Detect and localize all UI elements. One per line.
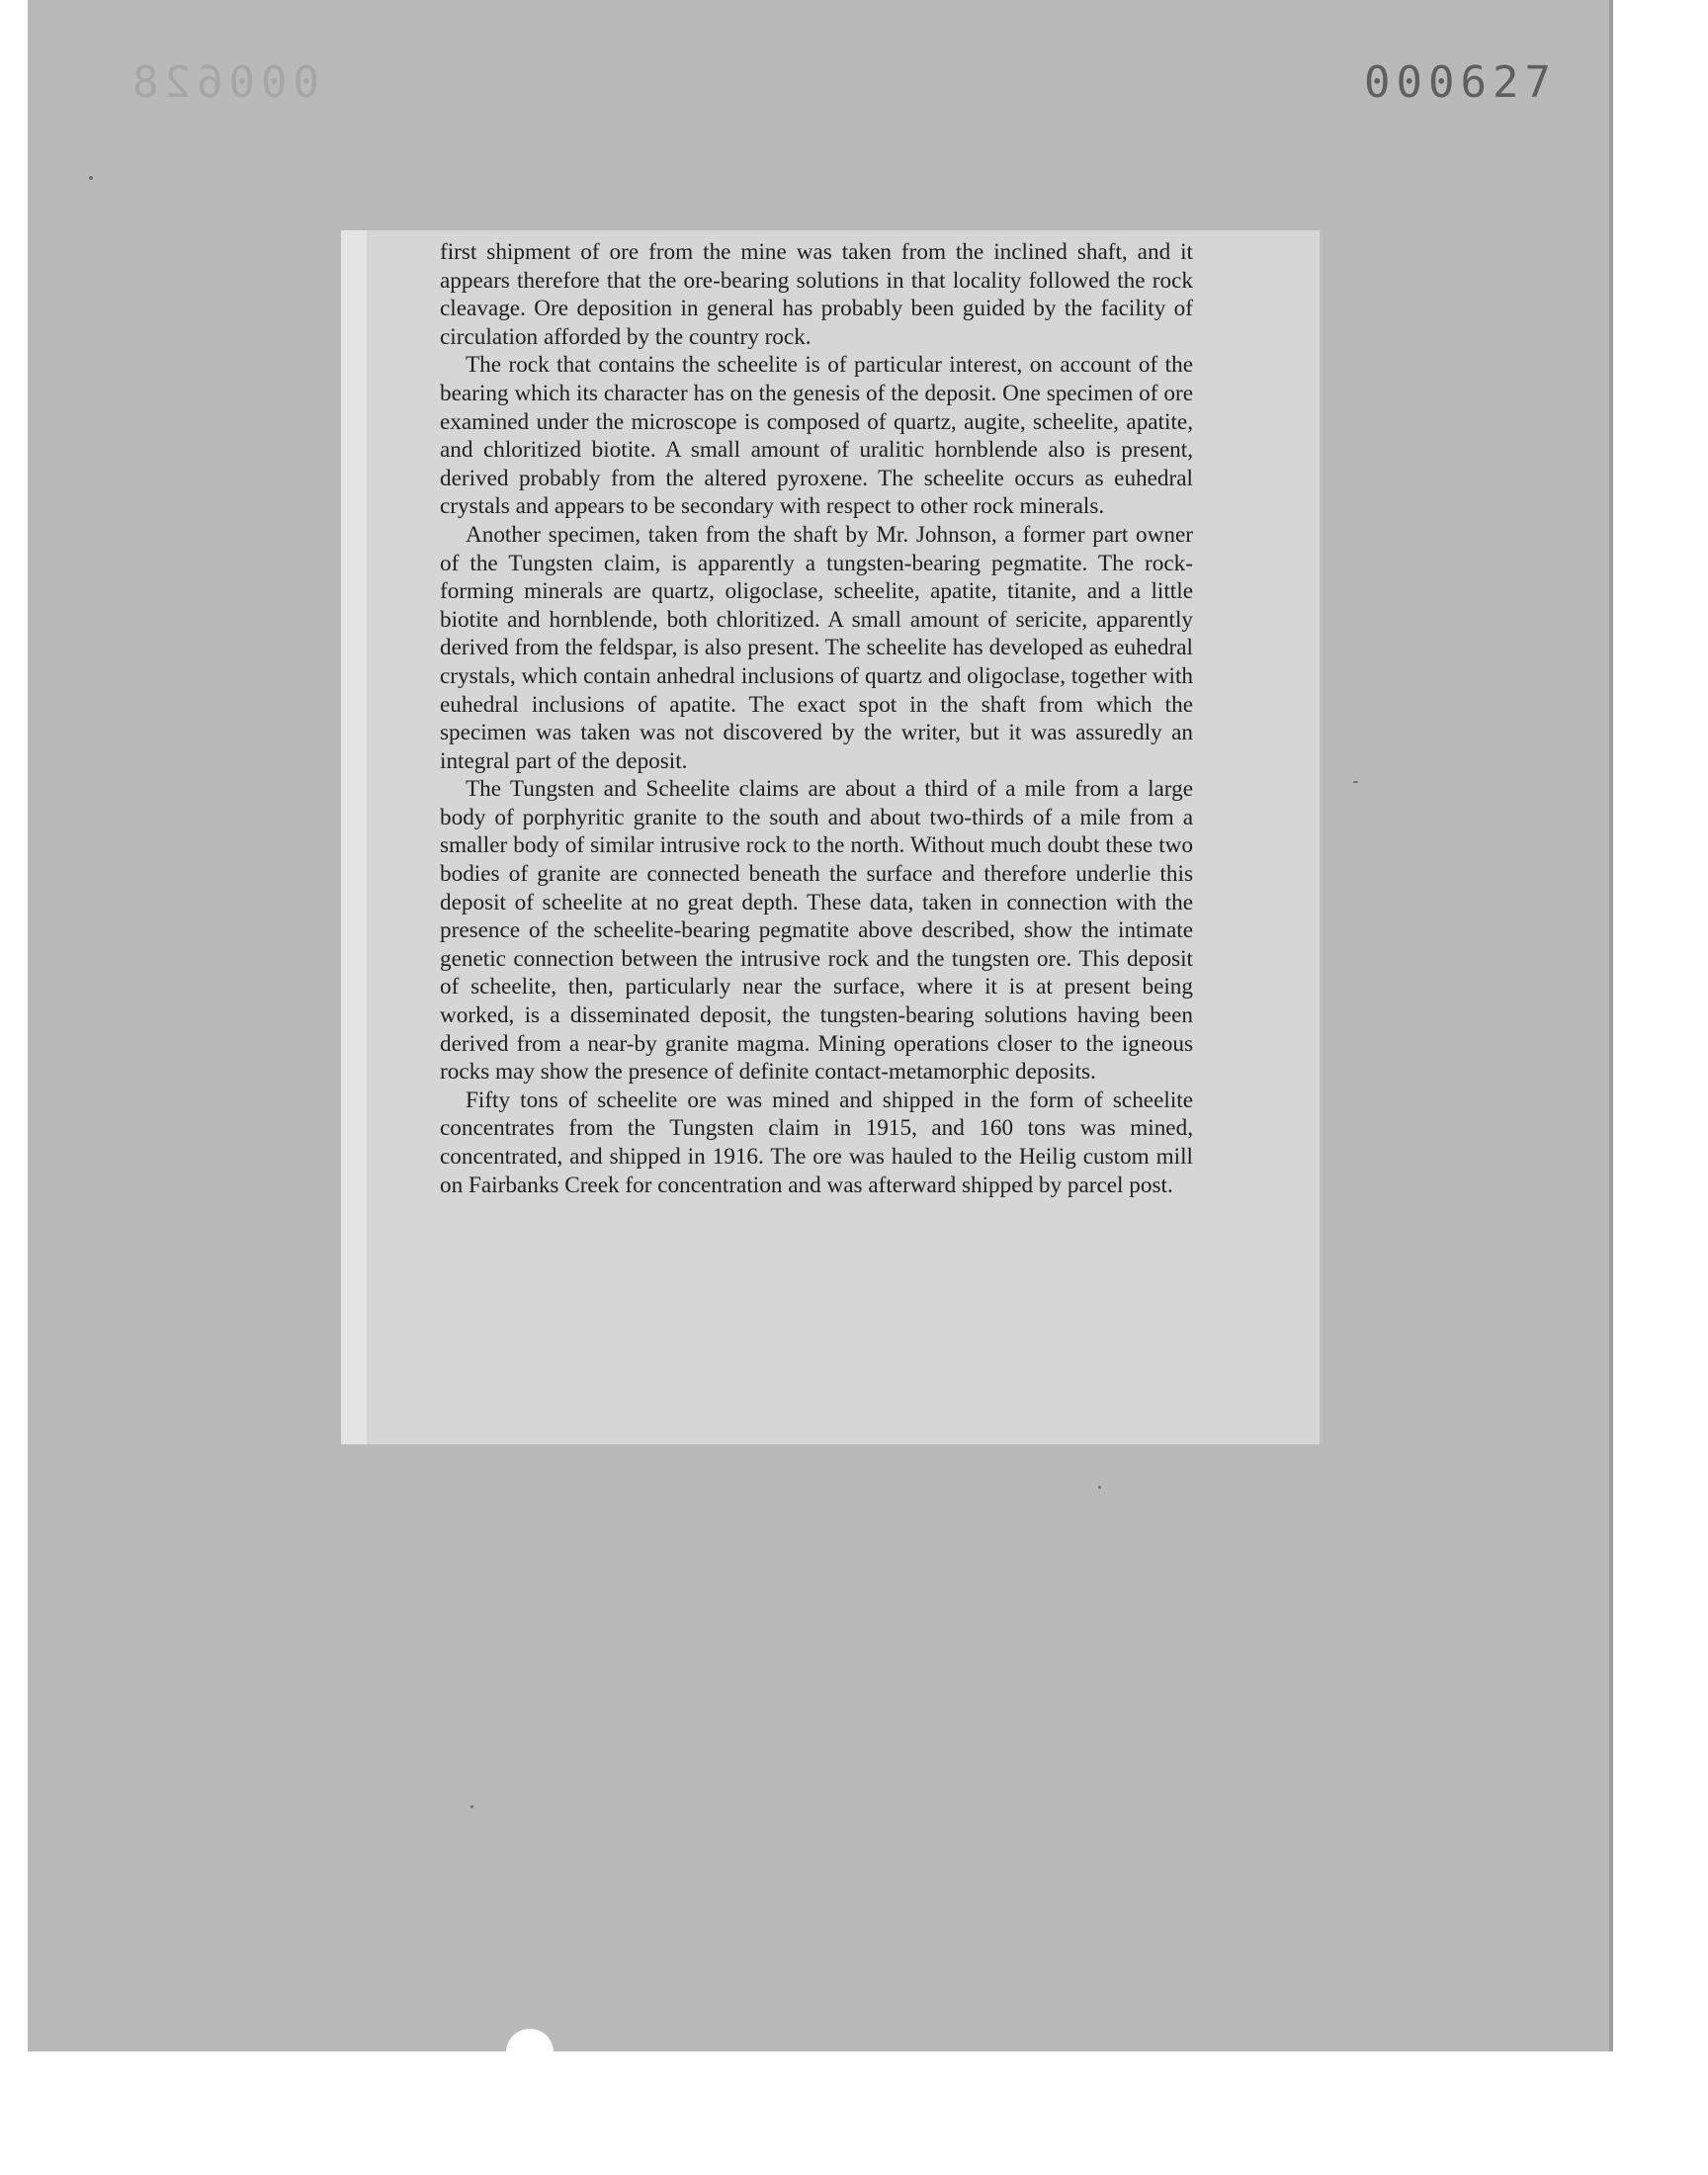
printed-clipping	[341, 230, 1323, 1444]
scan-speck	[89, 176, 93, 180]
scan-speck	[1353, 781, 1358, 783]
page-number: 000627	[1364, 57, 1557, 108]
bleed-through-page-number: 000628	[127, 57, 319, 108]
scan-speck	[470, 1805, 473, 1808]
clipping-edge	[1320, 230, 1323, 1444]
paragraph: Another specimen, taken from the shaft by Mr. Johnson, a former part owner of the Tungsten claim, is apparently a tungsten-bearing pegmatite. The rock-forming minerals are quartz, oligoclase, scheelite, apatite, titanite, and a little biotite and hornblende, both chloritized. A small amount of sericite, apparently derived from the feldspar, is also present. The scheelite has developed as euhedral crystals, which contain anhedral inclusions of quartz and oligoclase, together with euhedral inclusions of apatite. The exact spot in the shaft from which the specimen was taken was not discovered by the writer, but it was assuredly an integral part of the deposit.	[440, 521, 1193, 774]
paragraph: The rock that contains the scheelite is of particular interest, on account of the bearing which its character has on the genesis of the deposit. One specimen of ore examined under the microscope is composed of quartz, augite, scheelite, apatite, and chloritized biotite. A small amount of uralitic hornblende also is present, derived probably from the altered pyroxene. The scheelite occurs as euhedral crystals and appears to be secondary with respect to other rock minerals.	[440, 352, 1193, 520]
paragraph: The Tungsten and Scheelite claims are about a third of a mile from a large body of porphyritic granite to the south and about two-thirds of a mile from a smaller body of similar intrusive rock to the north. Without much doubt these two bodies of granite are connected beneath the surface and therefore underlie this deposit of scheelite at no great depth. These data, taken in connection with the presence of the scheelite-bearing pegmatite above described, show the intimate genetic connection between the intrusive rock and the tungsten ore. This deposit of scheelite, then, particularly near the surface, where it is at present being worked, is a disseminated deposit, the tungsten-bearing solutions having been derived from a near-by granite magma. Mining operations closer to the igneous rocks may show the presence of definite contact-metamorphic deposits.	[440, 776, 1193, 1086]
paragraph: Fifty tons of scheelite ore was mined and shipped in the form of scheelite concentrates from the Tungsten claim in 1915, and 160 tons was mined, concentrated, and shipped in 1916. The ore was hauled to the Heilig custom mill on Fairbanks Creek for concentration and was afterward shipped by parcel post.	[440, 1087, 1193, 1198]
scan-speck	[1098, 1486, 1101, 1489]
punch-hole	[506, 2029, 554, 2076]
paragraph: first shipment of ore from the mine was taken from the inclined shaft, and it appears therefore that the ore-bearing solutions in that locality followed the rock cleavage. Ore deposition in general has probably been guided by the facility of circulation afforded by the country rock.	[440, 239, 1193, 350]
clipping-text	[440, 238, 1193, 1199]
